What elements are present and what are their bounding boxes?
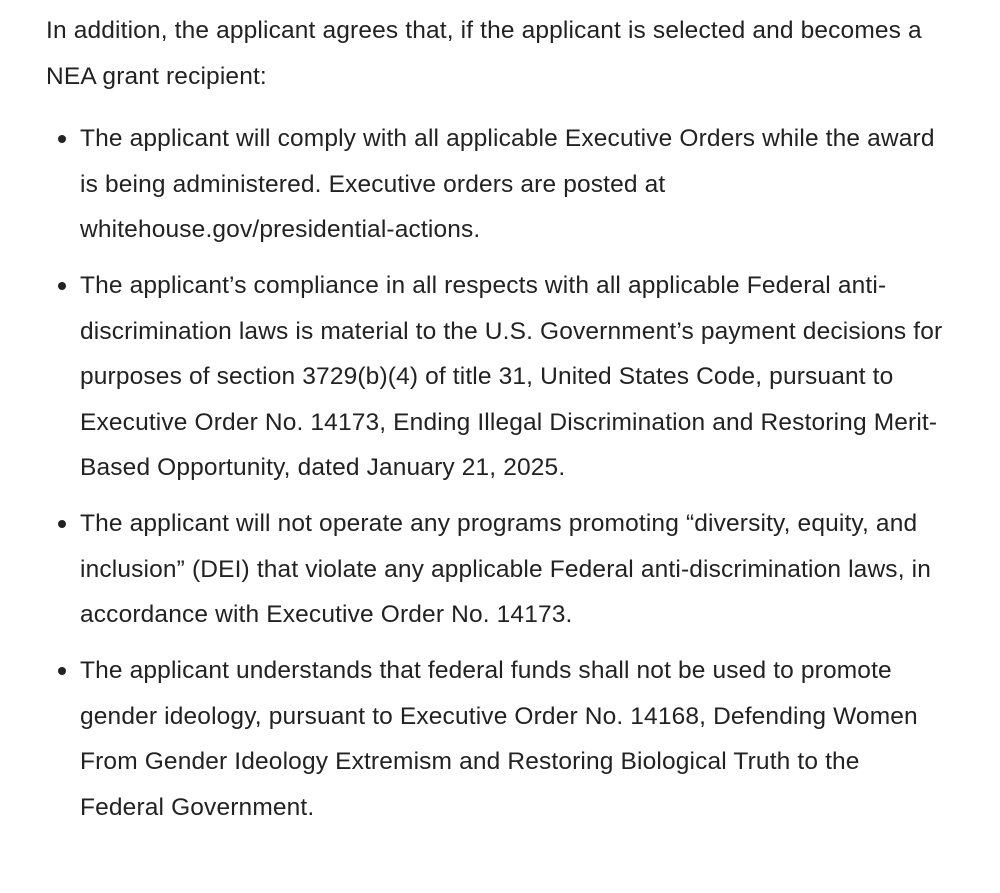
list-item xyxy=(46,501,950,638)
list-item-text: The applicant will comply with all applicable Executive Orders while the award is being administered. Executive orders are posted at whitehouse.gov/presidential-actions. xyxy=(80,125,935,243)
list-item xyxy=(46,648,950,830)
list-item-text: The applicant understands that federal funds shall not be used to promote gender ideology, pursuant to Executive Order No. 14168, Defending Women From Gender Ideology Extremism and Restoring Biological Truth to the Federal Government. xyxy=(80,657,918,821)
list-item-text: The applicant will not operate any programs promoting “diversity, equity, and inclusion” (DEI) that violate any applicable Federal anti-discrimination laws, in accordance with Executive Order No. 14173. xyxy=(80,510,931,628)
bullet-icon xyxy=(58,667,66,675)
list-item xyxy=(46,116,950,253)
bullet-icon xyxy=(58,520,66,528)
bullet-icon xyxy=(58,282,66,290)
intro-paragraph: In addition, the applicant agrees that, if the applicant is selected and becomes a NEA grant recipient: xyxy=(46,17,922,90)
list-item xyxy=(46,263,950,491)
list-item-text: The applicant’s compliance in all respects with all applicable Federal anti-discrimination laws is material to the U.S. Government’s payment decisions for purposes of section 3729(b)(4) of title 31, United States Code, pursuant to Executive Order No. 14173, Ending Illegal Discrimination and Restoring Merit-Based Opportunity, dated January 21, 2025. xyxy=(80,272,943,481)
bullet-icon xyxy=(58,135,66,143)
requirements-list xyxy=(46,116,950,830)
